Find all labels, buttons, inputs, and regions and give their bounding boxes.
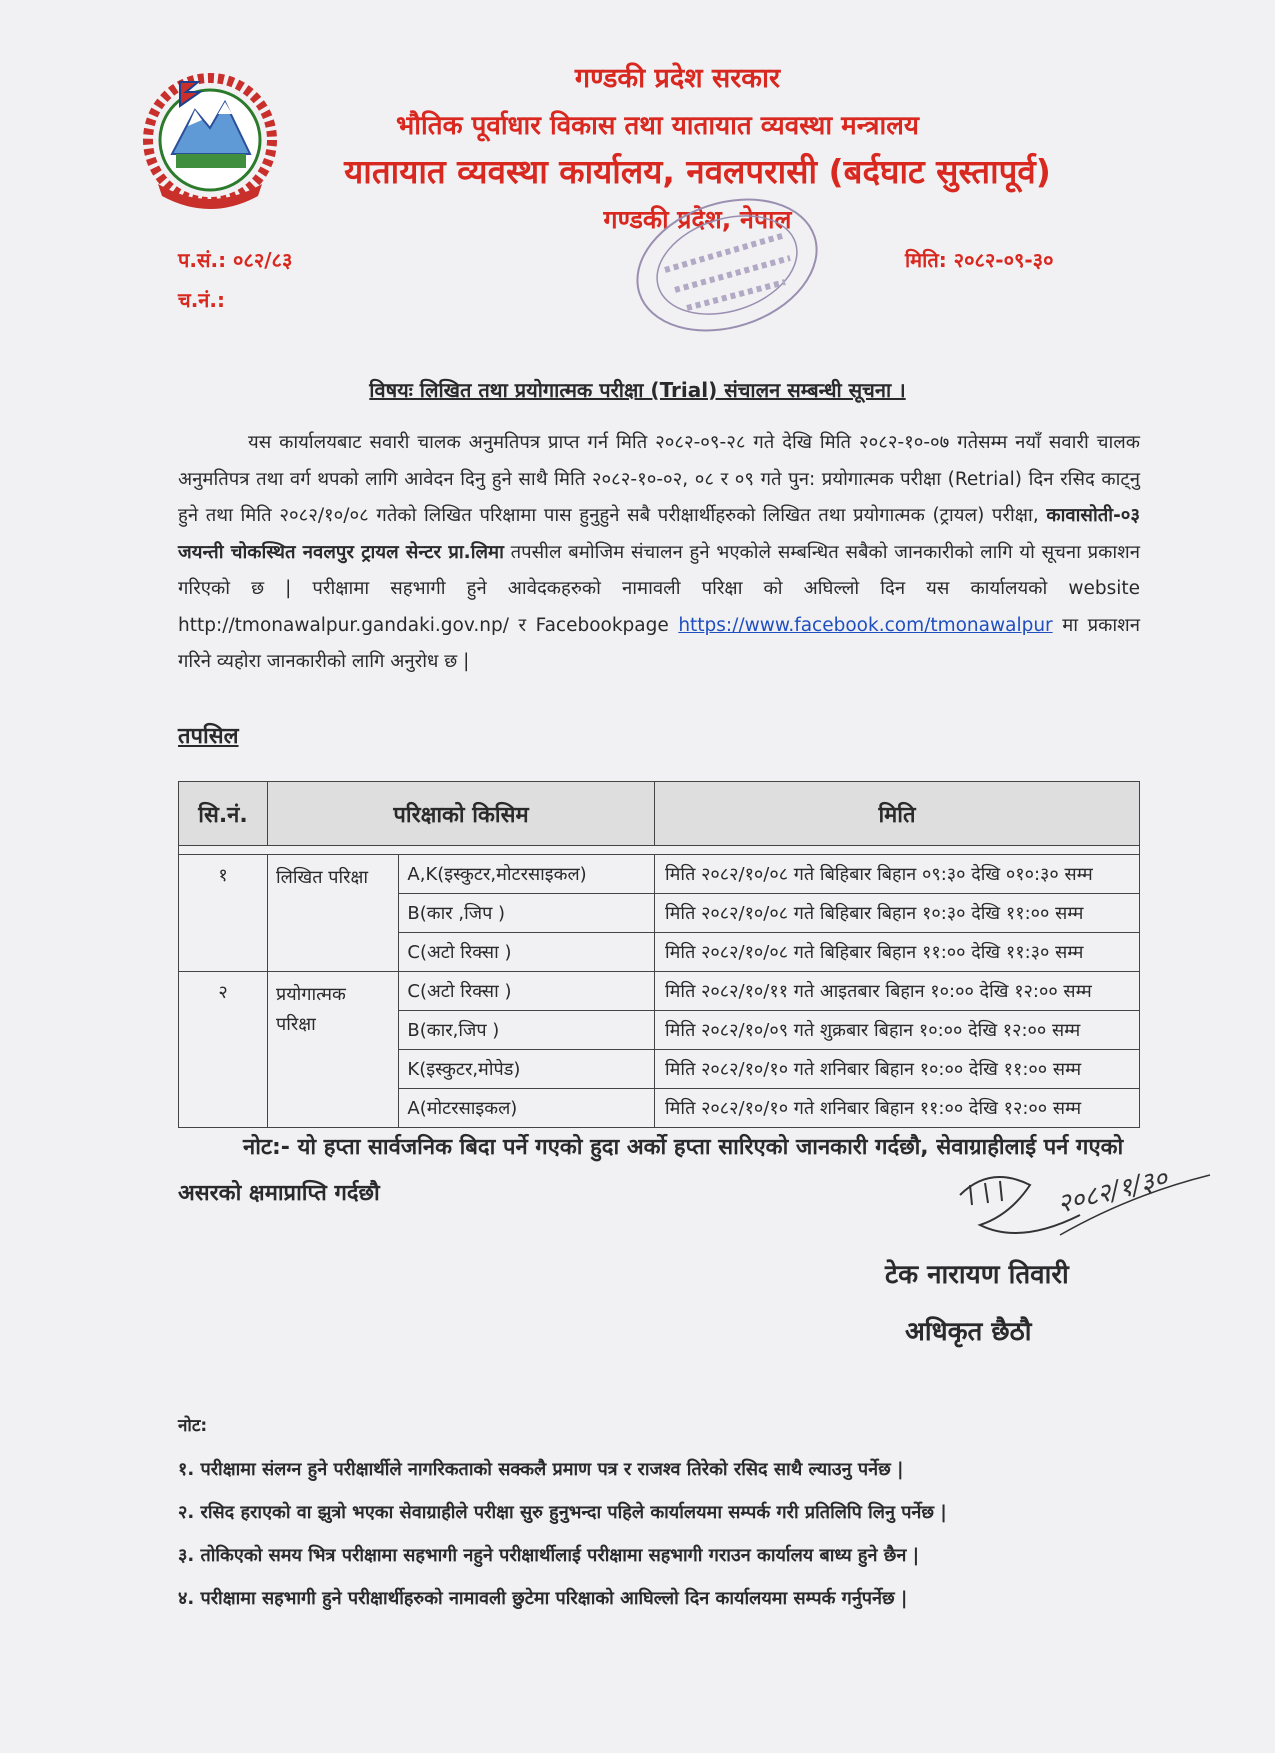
header-serial: सि.नं. <box>179 782 268 846</box>
exam-datetime: मिति २०८२/१०/०८ गते बिहिबार बिहान १०:३० देखि ११:०० सम्म <box>655 894 1140 933</box>
notice-subject: विषयः लिखित तथा प्रयोगात्मक परीक्षा (Trial) संचालन सम्बन्धी सूचना । <box>369 378 906 402</box>
province-government-title: गण्डकी प्रदेश सरकार <box>574 63 781 94</box>
body-text-part1: यस कार्यालयबाट सवारी चालक अनुमतिपत्र प्राप्त गर्न मिति २०८२-०९-२८ गते देखि मिति २०८२-१०-०७ गतेसम्म नयाँ सवारी चालक अनुमतिपत्र तथा वर्ग थपको लागि आवेदन दिनु हुने साथै मिति २०८२-१०-०२, ०८ र ०९ गते पुन: प्रयोगात्मक परीक्षा (Retrial) दिन रसिद काट्नु हुने तथा मिति २०८२/१०/०८ गतेको लिखित परिक्षामा पास हुनुहुने सबै परीक्षार्थीहरुको लिखित तथा प्रयोगात्मक (ट्रायल) परीक्षा, <box>178 432 1140 526</box>
vehicle-category: C(अटो रिक्सा ) <box>399 972 655 1011</box>
vehicle-category: K(इस्कुटर,मोपेड) <box>399 1050 655 1089</box>
serial-number: २ <box>179 972 268 1128</box>
exam-datetime: मिति २०८२/१०/११ गते आइतबार बिहान १०:०० देखि १२:०० सम्म <box>655 972 1140 1011</box>
vehicle-category: A,K(इस्कुटर,मोटरसाइकल) <box>399 855 655 894</box>
exam-schedule-table <box>178 781 1140 1128</box>
signatory-title: अधिकृत छैठौ <box>905 1317 1032 1347</box>
body-text-part2: तपसील बमोजिम संचालन हुने भएकोले सम्बन्धित सबैको जानकारीको लागि यो सूचना प्रकाशन गरिएको छ | परीक्षामा सहभागी हुने आवेदकहरुको नामावली परिक्षा को अघिल्लो दिन यस कार्यालयको website http://tmonawalpur.gandaki.gov.np/ र Facebookpage <box>178 541 1140 636</box>
header-exam-type: परिक्षाको किसिम <box>268 782 655 846</box>
office-address: गण्डकी प्रदेश, नेपाल <box>603 205 792 234</box>
table-row <box>179 972 1140 1011</box>
body-text-part3: मा प्रकाशन गरिने व्यहोरा जानकारीको लागि अनुरोध छ | <box>178 614 1140 672</box>
office-title: यातायात व्यवस्था कार्यालय, नवलपरासी (बर्दघाट सुस्तापूर्व) <box>344 152 1051 191</box>
header-date: मिति <box>655 782 1140 846</box>
signature-date: २०८२/१/३० <box>1054 1163 1171 1220</box>
reference-number: प.सं.: ०८२/८३ <box>178 248 293 272</box>
office-stamp-icon <box>625 190 830 340</box>
exam-datetime: मिति २०८२/१०/१० गते शनिबार बिहान १०:०० देखि ११:०० सम्म <box>655 1050 1140 1089</box>
exam-datetime: मिति २०८२/१०/०८ गते बिहिबार बिहान ०९:३० देखि ०१०:३० सम्म <box>655 855 1140 894</box>
list-item: ४. परीक्षामा सहभागी हुने परीक्षार्थीहरुको नामावली छुटेमा परिक्षाको आघिल्लो दिन कार्यालयमा सम्पर्क गर्नुपर्नेछ | <box>178 1588 908 1609</box>
list-item: २. रसिद हराएको वा झुत्रो भएका सेवाग्राहीले परीक्षा सुरु हुनुभन्दा पहिले कार्यालयमा सम्पर्क गरी प्रतिलिपि लिनु पर्नेछ | <box>178 1502 947 1523</box>
exam-kind: प्रयोगात्मक परिक्षा <box>268 972 399 1128</box>
trial-venue: कावासोती-०३ जयन्ती चोकस्थित नवलपुर ट्रायल सेन्टर प्रा.लिमा <box>178 505 1140 563</box>
exam-kind: लिखित परिक्षा <box>268 855 399 972</box>
notice-body <box>178 425 1140 681</box>
holiday-note: नोट:- यो हप्ता सार्वजनिक बिदा पर्ने गएको हुदा अर्को हप्ता सारिएको जानकारी गर्दछौ, सेवाग्राहीलाई पर्न गएको असरको क्षमाप्राप्ति गर्दछौ <box>178 1135 1124 1206</box>
handwritten-signature-icon <box>950 1155 1240 1265</box>
table-row <box>179 855 1140 894</box>
signatory-name: टेक नारायण तिवारी <box>885 1260 1069 1290</box>
vehicle-category: B(कार ,जिप ) <box>399 894 655 933</box>
serial-number: १ <box>179 855 268 972</box>
list-item: १. परीक्षामा संलग्न हुने परीक्षार्थीले नागरिकताको सक्कलै प्रमाण पत्र र राजश्व तिरेको रसिद साथै ल्याउनु पर्नेछ | <box>178 1459 904 1480</box>
vehicle-category: B(कार,जिप ) <box>399 1011 655 1050</box>
footer-note-list <box>178 1448 947 1620</box>
exam-datetime: मिति २०८२/१०/१० गते शनिबार बिहान ११:०० देखि १२:०० सम्म <box>655 1089 1140 1128</box>
footer-note-heading: नोट: <box>178 1416 208 1436</box>
vehicle-category: C(अटो रिक्सा ) <box>399 933 655 972</box>
schedule-title: तपसिल <box>178 724 239 749</box>
ministry-title: भौतिक पूर्वाधार विकास तथा यातायात व्यवस्था मन्त्रालय <box>396 111 919 141</box>
table-header-row <box>179 782 1140 846</box>
dispatch-number: च.नं.: <box>178 288 225 312</box>
issue-date: मिति: २०८२-०९-३० <box>905 248 1054 272</box>
facebook-link[interactable]: https://www.facebook.com/tmonawalpur <box>678 614 1053 636</box>
exam-datetime: मिति २०८२/१०/०८ गते बिहिबार बिहान ११:०० देखि ११:३० सम्म <box>655 933 1140 972</box>
exam-datetime: मिति २०८२/१०/०९ गते शुक्रबार बिहान १०:०० देखि १२:०० सम्म <box>655 1011 1140 1050</box>
list-item: ३. तोकिएको समय भित्र परीक्षामा सहभागी नहुने परीक्षार्थीलाई परीक्षामा सहभागी गराउन कार्यालय बाध्य हुने छैन | <box>178 1545 920 1566</box>
vehicle-category: A(मोटरसाइकल) <box>399 1089 655 1128</box>
